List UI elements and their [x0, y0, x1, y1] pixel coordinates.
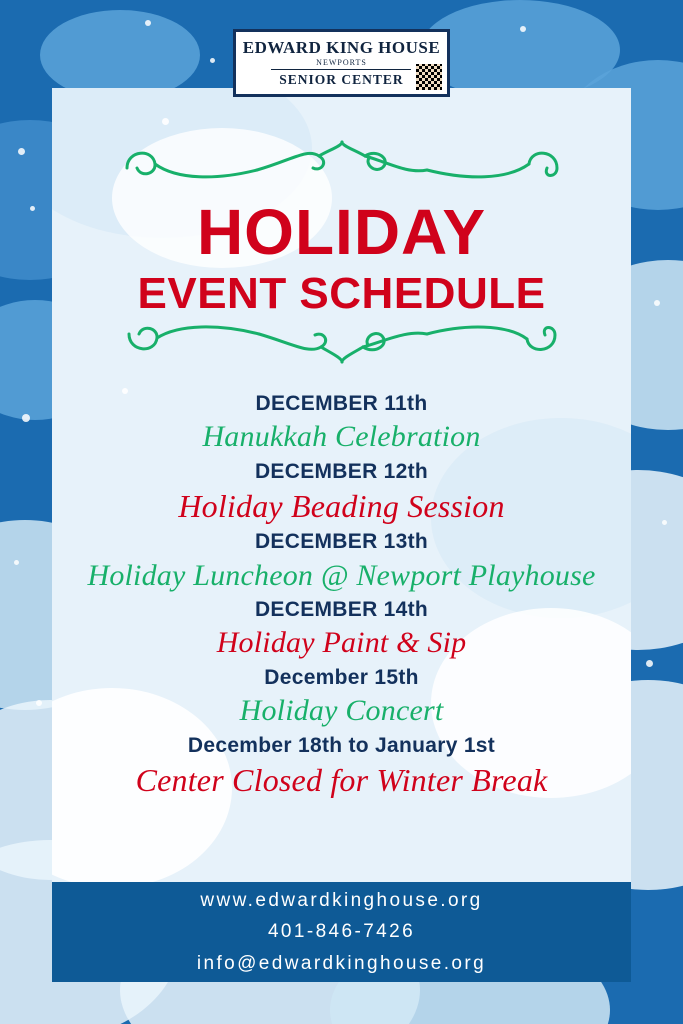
list-item [52, 732, 631, 800]
cloud-shape [40, 10, 200, 100]
poster-content [52, 88, 631, 888]
snow-dot [30, 206, 35, 211]
event-name: Holiday Concert [239, 694, 444, 728]
footer-phone[interactable]: 401-846-7426 [267, 921, 416, 943]
logo-location: NEWPORTS [316, 58, 367, 68]
snow-dot [145, 20, 151, 26]
page-subtitle: EVENT SCHEDULE [137, 269, 546, 318]
snow-dot [662, 520, 667, 525]
event-name: Holiday Luncheon @ Newport Playhouse [87, 558, 596, 592]
event-name: Holiday Paint & Sip [216, 626, 467, 660]
list-item [52, 390, 631, 456]
list-item [52, 664, 631, 730]
footer-website[interactable]: www.edwardkinghouse.org [200, 889, 483, 911]
snow-dot [22, 414, 30, 422]
ornament-flourish-bottom [107, 320, 577, 364]
organization-logo [233, 29, 450, 97]
event-name: Center Closed for Winter Break [135, 762, 548, 799]
qr-code-icon[interactable] [416, 64, 442, 90]
list-item [52, 458, 631, 526]
snow-dot [646, 660, 653, 667]
event-date: DECEMBER 12th [254, 459, 429, 483]
event-schedule-list [52, 390, 631, 800]
footer-email[interactable]: info@edwardkinghouse.org [196, 952, 487, 974]
snow-dot [654, 300, 660, 306]
snow-dot [36, 700, 42, 706]
poster-panel [52, 88, 631, 888]
list-item [52, 528, 631, 594]
cloud-shape [420, 0, 620, 100]
event-date: December 18th to January 1st [187, 733, 496, 757]
snow-dot [210, 58, 215, 63]
contact-footer [52, 882, 631, 982]
event-date: December 15th [264, 665, 419, 689]
snow-dot [18, 148, 25, 155]
event-name: Holiday Beading Session [178, 488, 505, 525]
logo-org-name: EDWARD KING HOUSE [242, 38, 441, 58]
list-item [52, 596, 631, 662]
logo-divider [271, 69, 411, 70]
snow-dot [14, 560, 19, 565]
event-date: DECEMBER 14th [254, 598, 429, 622]
page-title: HOLIDAY [196, 196, 487, 268]
event-date: DECEMBER 13th [254, 530, 429, 554]
event-name: Hanukkah Celebration [202, 420, 481, 454]
logo-subtitle: SENIOR CENTER [279, 71, 404, 87]
snow-dot [520, 26, 526, 32]
ornament-flourish-top [107, 140, 577, 186]
event-date: DECEMBER 11th [255, 392, 428, 415]
